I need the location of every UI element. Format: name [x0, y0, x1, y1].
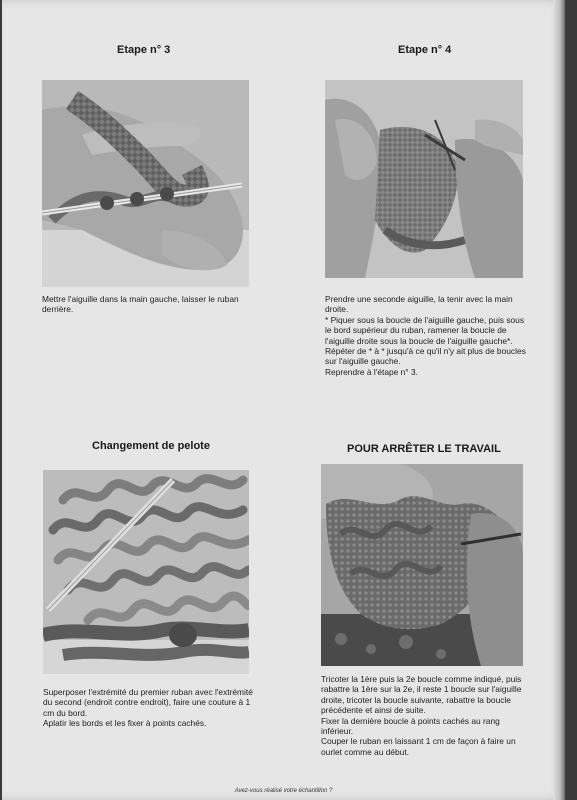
caption-paragraph: Répéter de * à * jusqu'à ce qu'il n'y ait plus de boucles sur l'aiguille gauche. [325, 346, 526, 367]
caption-paragraph: Tricoter la 1ère puis la 2e boucle comme indiqué, puis rabattre la 1ère sur la 2e, il reste 1 boucle sur l'aiguille droite, tricoter la boucle suivante, rabattre la boucle précédente et ainsi de suite. [321, 674, 522, 716]
change-skein-photo [43, 470, 249, 674]
page-edge [553, 0, 565, 800]
caption-paragraph: * Piquer sous la boucle de l'aiguille gauche, puis sous le bord supérieur du ruban, ramener la boucle de l'aiguille droite sous la boucle de l'aiguille gauche*. [325, 314, 525, 346]
step-4-photo [325, 80, 523, 278]
step-3-photo [42, 80, 249, 287]
caption-paragraph: Prendre une seconde aiguille, la tenir avec la main droite. [325, 294, 513, 315]
step-4-title: Etape n° 4 [398, 44, 452, 56]
step-3-title: Etape n° 3 [117, 44, 171, 56]
change-skein-title: Changement de pelote [92, 440, 210, 452]
caption-paragraph: Aplatir les bords et les fixer à points cachés. [43, 718, 207, 729]
page [2, 0, 565, 800]
caption-paragraph: Couper le ruban en laissant 1 cm de façon à faire un ourlet comme au début. [321, 736, 516, 757]
change-skein-caption [43, 687, 253, 729]
caption-paragraph: Reprendre à l'étape n° 3. [325, 366, 418, 377]
finish-work-caption [321, 674, 531, 757]
finish-work-title: POUR ARRÊTER LE TRAVAIL [347, 443, 501, 455]
caption-paragraph: Fixer la dernière boucle à points cachés au rang inférieur. [321, 715, 500, 737]
caption-paragraph: Mettre l'aiguille dans la main gauche, laisser le ruban derrière. [42, 294, 239, 315]
caption-paragraph: Superposer l'extrémité du premier ruban avec l'extrémité du second (endroit contre endroit), faire une couture à 1 cm du bord. [43, 687, 253, 718]
step-3-caption [42, 294, 247, 315]
finish-work-photo [321, 464, 523, 666]
page-footer: Avez-vous réalisé votre échantillon ? [234, 788, 333, 794]
step-4-caption [325, 294, 530, 377]
